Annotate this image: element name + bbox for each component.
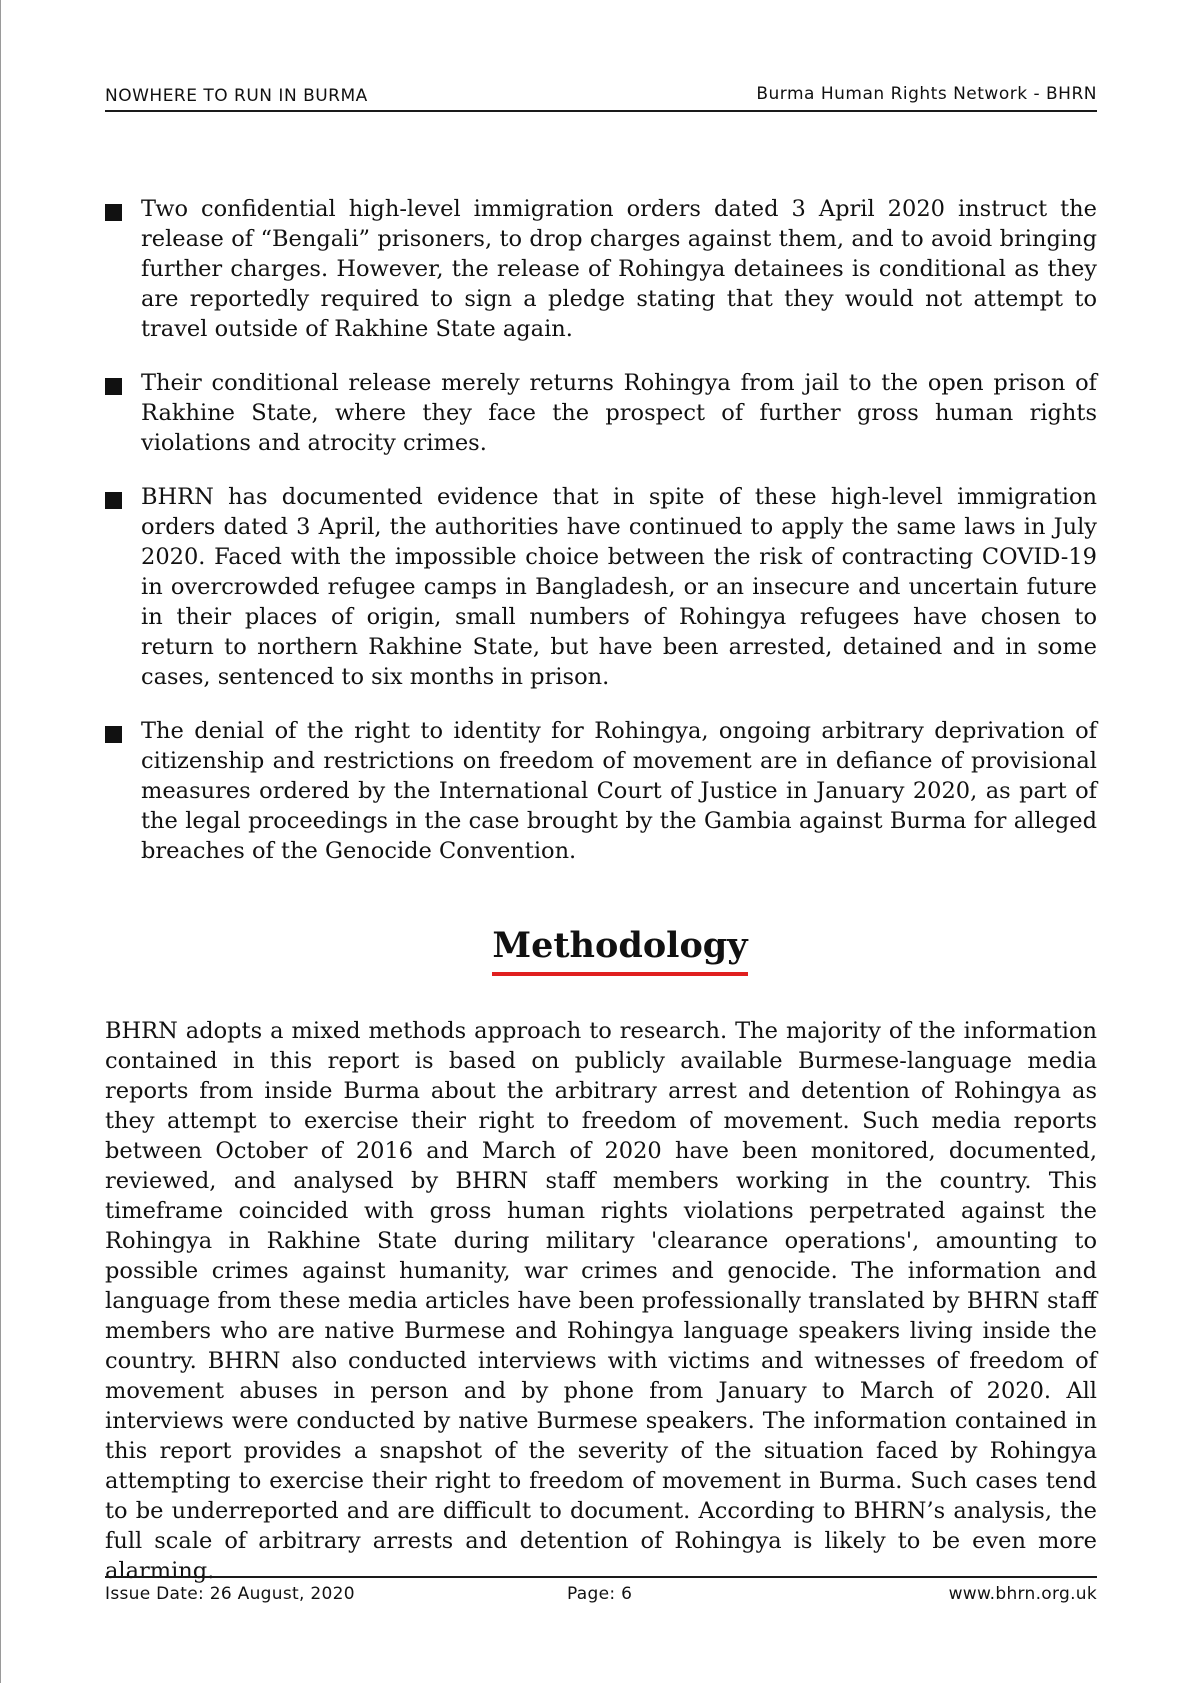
bullet-text: Two confidential high-level immigration orders dated 3 April 2020 instruct the release of “Bengali” prisoners, to drop charges against them, and to avoid bringing further charges. However, the release of Rohingya detainees is conditional as they are reportedly required to sign a pledge stating that they would not attempt to travel outside of Rakhine State again.	[141, 196, 1097, 342]
bullet-text: Their conditional release merely returns Rohingya from jail to the open prison of Rakhine State, where they face the prospect of further gross human rights violations and atrocity crimes.	[141, 370, 1097, 456]
square-bullet-icon	[105, 204, 122, 221]
bullet-text: BHRN has documented evidence that in spite of these high-level immigration orders dated 3 April, the authorities have continued to apply the same laws in July 2020. Faced with the impossible choice between the risk of contracting COVID-19 in overcrowded refugee camps in Bangladesh, or an insecure and uncertain future in their places of origin, small numbers of Rohingya refugees have chosen to return to northern Rakhine State, but have been arrested, detained and in some cases, sentenced to six months in prison.	[141, 484, 1097, 690]
square-bullet-icon	[105, 726, 122, 743]
footer-website-link[interactable]: www.bhrn.org.uk	[948, 1584, 1097, 1604]
footer-page-number: Page: 6	[567, 1584, 633, 1604]
header-organization: Burma Human Rights Network - BHRN	[756, 84, 1097, 104]
square-bullet-icon	[105, 378, 122, 395]
bullet-item	[105, 194, 1097, 344]
key-findings-list	[105, 194, 1097, 890]
methodology-title: Methodology	[492, 925, 747, 976]
methodology-paragraph: BHRN adopts a mixed methods approach to research. The majority of the information contained in this report is based on publicly available Burmese-language media reports from inside Burma about the arbitrary arrest and detention of Rohingya as they attempt to exercise their right to freedom of movement. Such media reports between October of 2016 and March of 2020 have been monitored, documented, reviewed, and analysed by BHRN staff members working in the country. This timeframe coincided with gross human rights violations perpetrated against the Rohingya in Rakhine State during military 'clearance operations', amounting to possible crimes against humanity, war crimes and genocide. The information and language from these media articles have been professionally translated by BHRN staff members who are native Burmese and Rohingya language speakers living inside the country. BHRN also conducted interviews with victims and witnesses of freedom of movement abuses in person and by phone from January to March of 2020. All interviews were conducted by native Burmese speakers. The information contained in this report provides a snapshot of the severity of the situation faced by Rohingya attempting to exercise their right to freedom of movement in Burma. Such cases tend to be underreported and are difficult to document. According to BHRN’s analysis, the full scale of arbitrary arrests and detention of Rohingya is likely to be even more alarming.	[105, 1018, 1097, 1584]
bullet-item	[105, 368, 1097, 458]
bullet-item	[105, 482, 1097, 692]
header-report-title: NOWHERE TO RUN IN BURMA	[105, 86, 368, 106]
page-footer	[105, 1576, 1097, 1610]
square-bullet-icon	[105, 492, 122, 509]
bullet-text: The denial of the right to identity for Rohingya, ongoing arbitrary deprivation of citizenship and restrictions on freedom of movement are in defiance of provisional measures ordered by the International Court of Justice in January 2020, as part of the legal proceedings in the case brought by the Gambia against Burma for alleged breaches of the Genocide Convention.	[141, 718, 1097, 864]
bullet-item	[105, 716, 1097, 866]
footer-issue-date: Issue Date: 26 August, 2020	[105, 1584, 355, 1604]
page-header	[105, 84, 1097, 112]
section-heading	[1, 925, 1188, 976]
